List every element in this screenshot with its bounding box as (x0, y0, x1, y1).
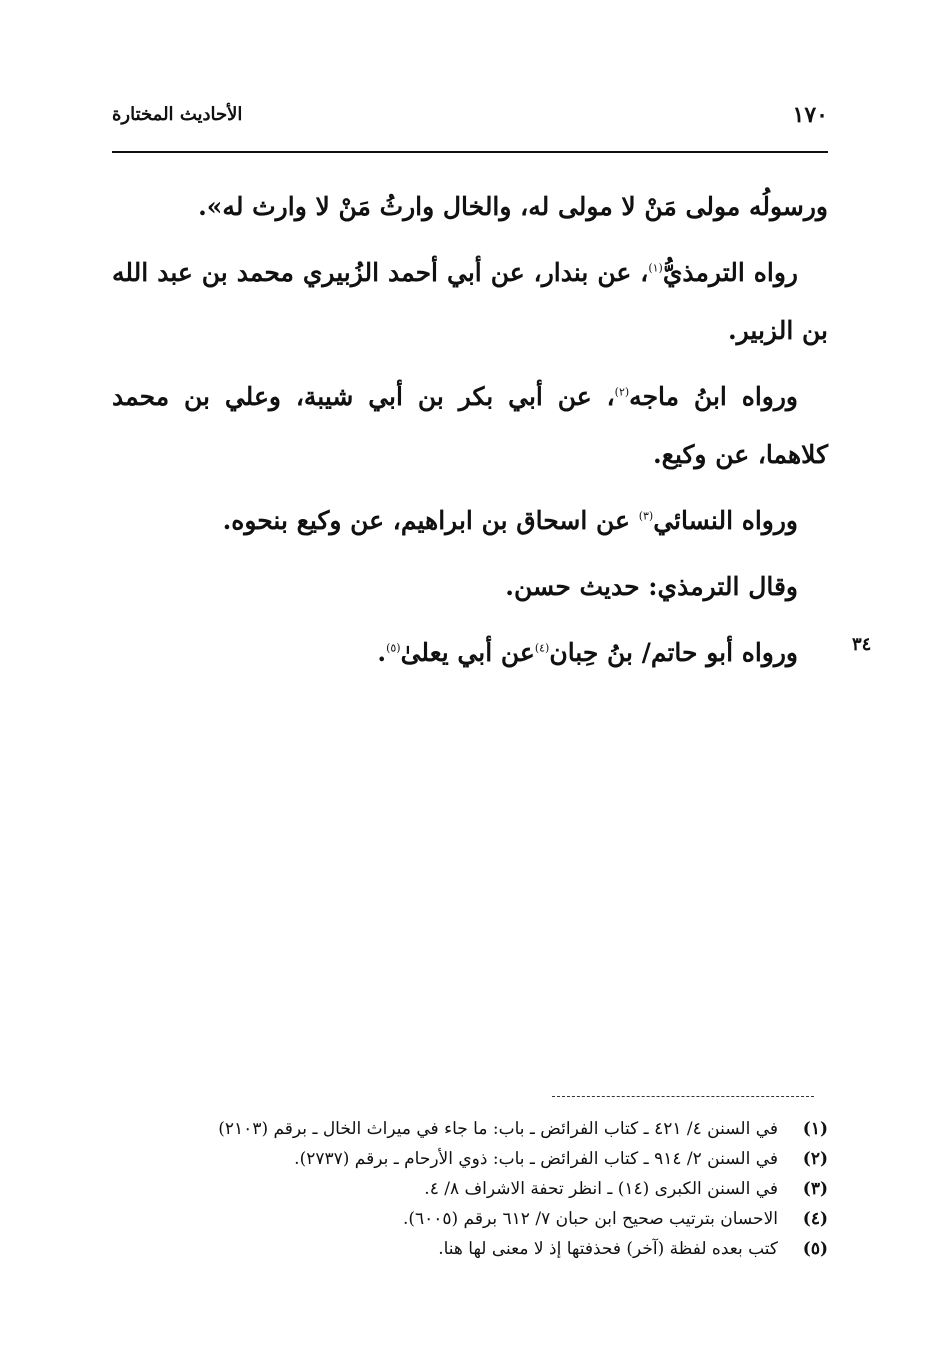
paragraph-2 (112, 244, 828, 360)
paragraph-text: ، عن بندار، عن أبي أحمد الزُبيري محمد بن عبد الله بن الزبير. (112, 258, 828, 345)
margin-folio-note: ٣٤ (852, 634, 872, 655)
header-rule (112, 151, 828, 153)
footnote-ref-2[interactable]: (٢) (614, 385, 630, 399)
paragraph-text: . (377, 638, 387, 667)
main-text (112, 178, 828, 690)
footnote-number: (٥) (802, 1239, 828, 1259)
running-title: الأحاديث المختارة (112, 104, 243, 125)
footnote-item (112, 1204, 828, 1234)
footnote-ref-1[interactable]: (١) (648, 261, 663, 275)
footnotes (112, 1114, 828, 1264)
paragraph-text: ، عن أبي بكر بن أبي شيبة، وعلي بن محمد كلاهما، عن وكيع. (112, 382, 828, 469)
paragraph-text: ورواه ابنُ ماجه (629, 382, 798, 411)
footnote-number: (٢) (802, 1149, 828, 1169)
footnote-item (112, 1114, 828, 1144)
footnote-item (112, 1174, 828, 1204)
paragraph-text: رواه الترمذيُّ (662, 258, 798, 287)
footnote-text: في السنن ٢/ ٩١٤ ـ كتاب الفرائض ـ باب: ذوي الأرحام ـ برقم (٢٧٣٧). (294, 1149, 778, 1169)
footnote-separator (552, 1096, 814, 1097)
footnote-text: كتب بعده لفظة (آخر) فحذفتها إذ لا معنى لها هنا. (438, 1239, 778, 1259)
footnote-ref-3[interactable]: (٣) (638, 509, 654, 523)
footnote-text: في السنن ٤/ ٤٢١ ـ كتاب الفرائض ـ باب: ما جاء في ميراث الخال ـ برقم (٢١٠٣) (218, 1119, 778, 1139)
footnote-number: (٣) (802, 1179, 828, 1199)
paragraph-text: ورواه النسائي (653, 506, 798, 535)
paragraph-text: عن اسحاق بن ابراهيم، عن وكيع بنحوه. (222, 506, 639, 535)
paragraph-text: عن أبي يعلىٰ (400, 638, 535, 667)
footnote-ref-5[interactable]: (٥) (386, 641, 401, 655)
paragraph-text: وقال الترمذي: حديث حسن. (505, 572, 798, 601)
footnote-number: (٤) (802, 1209, 828, 1229)
footnote-text: الاحسان بترتيب صحيح ابن حبان ٧/ ٦١٢ برقم (٦٠٠٥). (402, 1209, 778, 1229)
paragraph-1 (112, 178, 828, 236)
paragraph-5 (112, 558, 828, 616)
paragraph-6 (112, 624, 828, 682)
page-header (112, 102, 828, 142)
paragraph-4 (112, 492, 828, 550)
footnote-number: (١) (802, 1119, 828, 1139)
paragraph-3 (112, 368, 828, 484)
footnote-item (112, 1234, 828, 1264)
footnote-item (112, 1144, 828, 1174)
paragraph-text: ورسولُه مولى مَنْ لا مولى له، والخال وارثُ مَنْ لا وارث له». (198, 192, 828, 221)
footnote-text: في السنن الكبرى (١٤) ـ انظر تحفة الاشراف ٨/ ٤. (424, 1179, 778, 1199)
paragraph-text: ورواه أبو حاتم/ بنُ حِبان (549, 638, 798, 667)
footnote-ref-4[interactable]: (٤) (534, 641, 550, 655)
page-number: ١٧٠ (792, 102, 828, 128)
